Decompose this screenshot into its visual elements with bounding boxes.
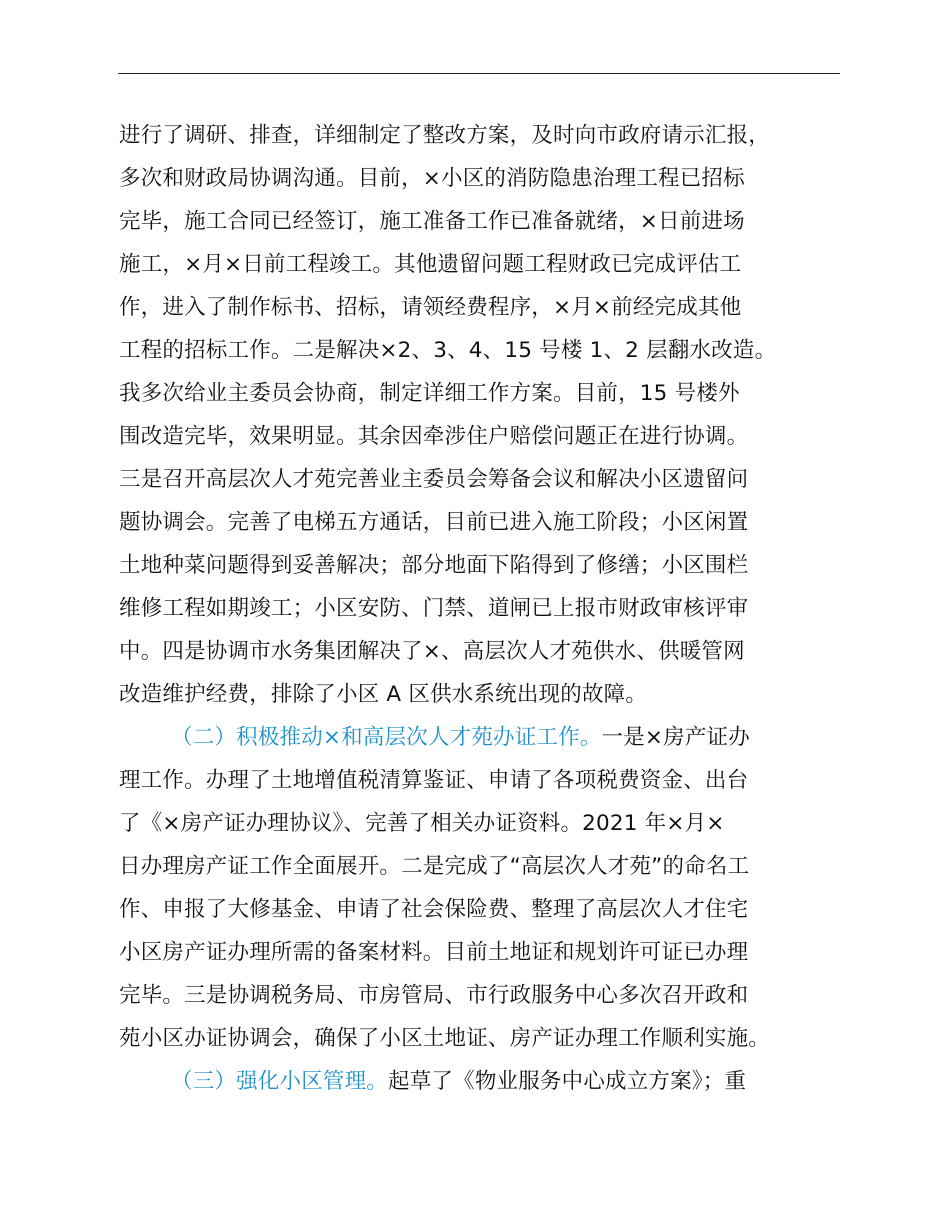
- section-2-first-line: [119, 716, 859, 759]
- paragraph-line: 完毕。三是协调税务局、市房管局、市行政服务中心多次召开政和: [119, 983, 749, 1008]
- paragraph-line: 了《×房产证办理协议》、完善了相关办证资料。2021 年×月×: [119, 811, 725, 836]
- paragraph-line: 围改造完毕，效果明显。其余因牵涉住户赔偿问题正在进行协调。: [119, 424, 749, 449]
- section-3-heading: （三）强化小区管理。: [171, 1069, 389, 1094]
- section-3-first-line: [119, 1060, 859, 1103]
- paragraph-line: 施工，×月×日前工程竣工。其他遗留问题工程财政已完成评估工: [119, 252, 742, 277]
- paragraph-line: 作，进入了制作标书、招标，请领经费程序，×月×前经完成其他: [119, 295, 742, 320]
- document-body: [119, 114, 859, 1103]
- section-2-heading: （二）积极推动×和高层次人才苑办证工作。: [171, 725, 602, 750]
- section-2-first-text: 一是×房产证办: [601, 725, 750, 750]
- paragraph-line: 题协调会。完善了电梯五方通话，目前已进入施工阶段；小区闲置: [119, 510, 749, 535]
- paragraph-line: 三是召开高层次人才苑完善业主委员会筹备会议和解决小区遗留问: [119, 467, 749, 492]
- paragraph-line: 进行了调研、排查，详细制定了整改方案，及时向市政府请示汇报，: [119, 123, 771, 148]
- paragraph-line: 小区房产证办理所需的备案材料。目前土地证和规划许可证已办理: [119, 940, 749, 965]
- paragraph-line: 改造维护经费，排除了小区 A 区供水系统出现的故障。: [119, 682, 648, 707]
- paragraph-line: 工程的招标工作。二是解决×2、3、4、15 号楼 1、2 层翻水改造。: [119, 338, 777, 363]
- section-3-first-text: 起草了《物业服务中心成立方案》；重: [388, 1069, 747, 1094]
- paragraph-line: 我多次给业主委员会协商，制定详细工作方案。目前，15 号楼外: [119, 381, 740, 406]
- paragraph-line: 理工作。办理了土地增值税清算鉴证、申请了各项税费资金、出台: [119, 768, 749, 793]
- paragraph-line: 维修工程如期竣工；小区安防、门禁、道闸已上报市财政审核评审: [119, 596, 749, 621]
- paragraph-line: 日办理房产证工作全面展开。二是完成了“高层次人才苑”的命名工: [119, 854, 750, 879]
- paragraph-line: 多次和财政局协调沟通。目前，×小区的消防隐患治理工程已招标: [119, 166, 745, 191]
- paragraph-line: 完毕，施工合同已经签订，施工准备工作已准备就绪，×日前进场: [119, 209, 745, 234]
- header-rule: [118, 73, 840, 74]
- paragraph-line: 苑小区办证协调会，确保了小区土地证、房产证办理工作顺利实施。: [119, 1026, 771, 1051]
- paragraph-line: 中。四是协调市水务集团解决了×、高层次人才苑供水、供暖管网: [119, 639, 745, 664]
- paragraph-line: 作、申报了大修基金、申请了社会保险费、整理了高层次人才住宅: [119, 897, 749, 922]
- paragraph-line: 土地种菜问题得到妥善解决；部分地面下陷得到了修缮；小区围栏: [119, 553, 749, 578]
